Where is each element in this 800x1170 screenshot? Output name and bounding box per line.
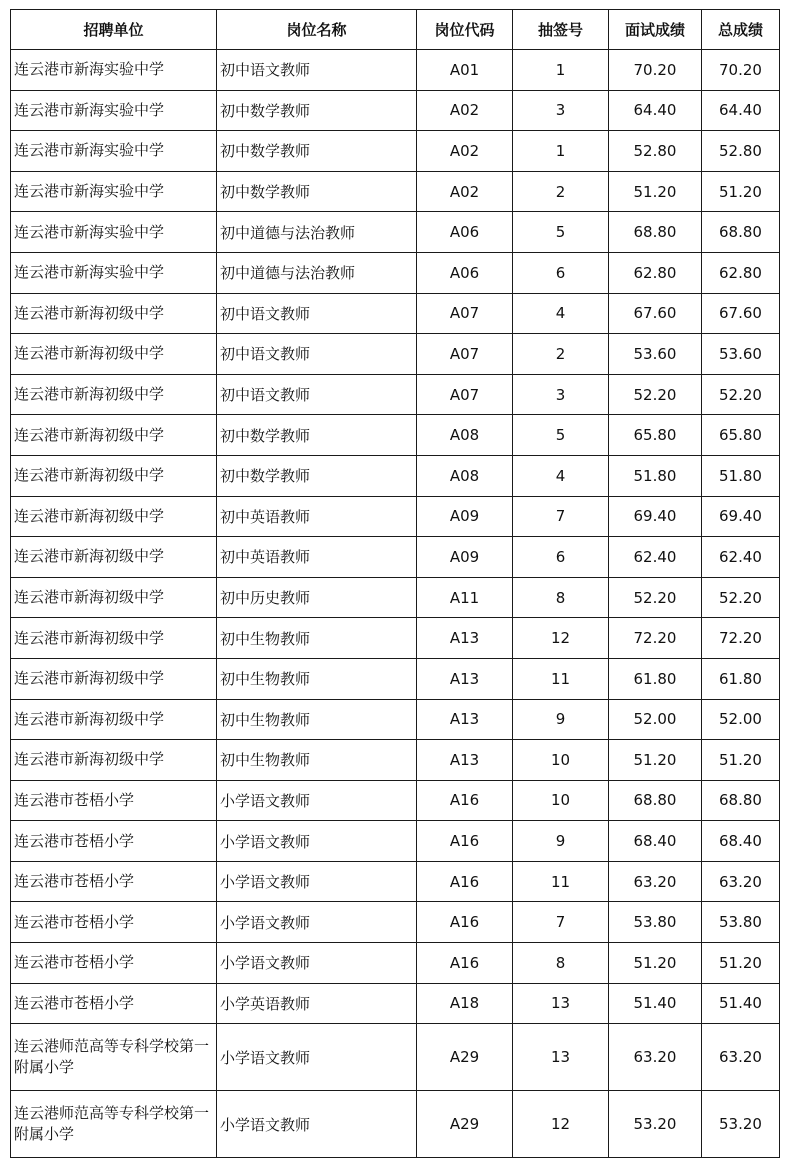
cell-draw-number: 2 xyxy=(513,171,609,212)
header-interview-score: 面试成绩 xyxy=(609,10,702,50)
table-row xyxy=(11,1024,780,1091)
cell-draw-number: 3 xyxy=(513,90,609,131)
cell-position-code: A02 xyxy=(417,171,513,212)
cell-total-score: 67.60 xyxy=(702,293,780,334)
cell-draw-number: 1 xyxy=(513,131,609,172)
cell-position-code: A16 xyxy=(417,861,513,902)
cell-draw-number: 6 xyxy=(513,537,609,578)
cell-position-name: 初中语文教师 xyxy=(217,50,417,91)
cell-draw-number: 13 xyxy=(513,1024,609,1091)
cell-total-score: 63.20 xyxy=(702,1024,780,1091)
cell-draw-number: 5 xyxy=(513,415,609,456)
cell-position-code: A07 xyxy=(417,293,513,334)
table-row xyxy=(11,943,780,984)
cell-draw-number: 4 xyxy=(513,293,609,334)
cell-recruiting-unit: 连云港师范高等专科学校第一附属小学 xyxy=(11,1024,217,1091)
table-row xyxy=(11,293,780,334)
cell-position-code: A09 xyxy=(417,537,513,578)
cell-draw-number: 12 xyxy=(513,1091,609,1158)
cell-recruiting-unit: 连云港市新海初级中学 xyxy=(11,455,217,496)
cell-draw-number: 12 xyxy=(513,618,609,659)
cell-total-score: 53.60 xyxy=(702,334,780,375)
table-row xyxy=(11,983,780,1024)
cell-total-score: 64.40 xyxy=(702,90,780,131)
cell-draw-number: 2 xyxy=(513,334,609,375)
cell-position-name: 初中道德与法治教师 xyxy=(217,252,417,293)
cell-draw-number: 1 xyxy=(513,50,609,91)
header-row xyxy=(11,10,780,50)
cell-position-name: 初中数学教师 xyxy=(217,131,417,172)
cell-interview-score: 64.40 xyxy=(609,90,702,131)
cell-recruiting-unit: 连云港市新海初级中学 xyxy=(11,618,217,659)
cell-interview-score: 52.80 xyxy=(609,131,702,172)
cell-interview-score: 53.60 xyxy=(609,334,702,375)
cell-position-code: A13 xyxy=(417,740,513,781)
cell-position-name: 初中道德与法治教师 xyxy=(217,212,417,253)
cell-interview-score: 51.20 xyxy=(609,171,702,212)
cell-recruiting-unit: 连云港市新海实验中学 xyxy=(11,252,217,293)
cell-recruiting-unit: 连云港市新海初级中学 xyxy=(11,658,217,699)
table-row xyxy=(11,131,780,172)
table-row xyxy=(11,90,780,131)
cell-recruiting-unit: 连云港市新海实验中学 xyxy=(11,50,217,91)
cell-position-name: 初中数学教师 xyxy=(217,171,417,212)
cell-interview-score: 62.80 xyxy=(609,252,702,293)
cell-position-name: 初中语文教师 xyxy=(217,334,417,375)
cell-recruiting-unit: 连云港市新海初级中学 xyxy=(11,496,217,537)
cell-interview-score: 72.20 xyxy=(609,618,702,659)
cell-position-code: A16 xyxy=(417,902,513,943)
cell-recruiting-unit: 连云港市苍梧小学 xyxy=(11,861,217,902)
cell-position-name: 小学语文教师 xyxy=(217,1091,417,1158)
header-draw-number: 抽签号 xyxy=(513,10,609,50)
table-row xyxy=(11,861,780,902)
table-row xyxy=(11,252,780,293)
cell-recruiting-unit: 连云港市苍梧小学 xyxy=(11,983,217,1024)
cell-position-name: 小学语文教师 xyxy=(217,861,417,902)
table-row xyxy=(11,658,780,699)
cell-recruiting-unit: 连云港市新海初级中学 xyxy=(11,334,217,375)
cell-interview-score: 53.20 xyxy=(609,1091,702,1158)
cell-recruiting-unit: 连云港市新海初级中学 xyxy=(11,374,217,415)
cell-position-code: A13 xyxy=(417,658,513,699)
cell-position-code: A16 xyxy=(417,943,513,984)
cell-interview-score: 63.20 xyxy=(609,1024,702,1091)
cell-draw-number: 8 xyxy=(513,943,609,984)
header-position-name: 岗位名称 xyxy=(217,10,417,50)
cell-draw-number: 7 xyxy=(513,496,609,537)
cell-position-code: A18 xyxy=(417,983,513,1024)
cell-position-code: A08 xyxy=(417,455,513,496)
cell-recruiting-unit: 连云港市新海初级中学 xyxy=(11,415,217,456)
cell-interview-score: 53.80 xyxy=(609,902,702,943)
header-position-code: 岗位代码 xyxy=(417,10,513,50)
cell-total-score: 51.20 xyxy=(702,943,780,984)
cell-position-code: A16 xyxy=(417,780,513,821)
cell-total-score: 52.20 xyxy=(702,374,780,415)
cell-position-code: A16 xyxy=(417,821,513,862)
cell-total-score: 68.80 xyxy=(702,780,780,821)
cell-position-code: A07 xyxy=(417,374,513,415)
cell-interview-score: 52.20 xyxy=(609,374,702,415)
cell-interview-score: 69.40 xyxy=(609,496,702,537)
cell-draw-number: 9 xyxy=(513,821,609,862)
cell-draw-number: 11 xyxy=(513,658,609,699)
table-row xyxy=(11,496,780,537)
cell-total-score: 53.20 xyxy=(702,1091,780,1158)
cell-draw-number: 4 xyxy=(513,455,609,496)
cell-recruiting-unit: 连云港市苍梧小学 xyxy=(11,902,217,943)
cell-position-code: A06 xyxy=(417,212,513,253)
cell-position-name: 小学语文教师 xyxy=(217,821,417,862)
cell-interview-score: 70.20 xyxy=(609,50,702,91)
cell-draw-number: 9 xyxy=(513,699,609,740)
cell-position-name: 初中数学教师 xyxy=(217,415,417,456)
cell-recruiting-unit: 连云港市新海初级中学 xyxy=(11,293,217,334)
cell-interview-score: 62.40 xyxy=(609,537,702,578)
cell-recruiting-unit: 连云港市新海初级中学 xyxy=(11,740,217,781)
cell-position-code: A01 xyxy=(417,50,513,91)
cell-total-score: 51.40 xyxy=(702,983,780,1024)
cell-position-code: A29 xyxy=(417,1024,513,1091)
table-row xyxy=(11,334,780,375)
cell-position-code: A02 xyxy=(417,90,513,131)
table-body xyxy=(11,50,780,1158)
cell-position-name: 初中生物教师 xyxy=(217,699,417,740)
header-recruiting-unit: 招聘单位 xyxy=(11,10,217,50)
cell-position-code: A06 xyxy=(417,252,513,293)
header-total-score: 总成绩 xyxy=(702,10,780,50)
cell-position-code: A07 xyxy=(417,334,513,375)
cell-interview-score: 51.20 xyxy=(609,740,702,781)
cell-draw-number: 10 xyxy=(513,780,609,821)
cell-interview-score: 65.80 xyxy=(609,415,702,456)
cell-total-score: 61.80 xyxy=(702,658,780,699)
cell-draw-number: 6 xyxy=(513,252,609,293)
table-row xyxy=(11,374,780,415)
table-row xyxy=(11,577,780,618)
cell-interview-score: 67.60 xyxy=(609,293,702,334)
cell-total-score: 62.40 xyxy=(702,537,780,578)
cell-position-code: A08 xyxy=(417,415,513,456)
cell-draw-number: 5 xyxy=(513,212,609,253)
cell-total-score: 65.80 xyxy=(702,415,780,456)
cell-interview-score: 51.20 xyxy=(609,943,702,984)
table-row xyxy=(11,50,780,91)
table-row xyxy=(11,415,780,456)
table-row xyxy=(11,780,780,821)
cell-position-code: A09 xyxy=(417,496,513,537)
table-row xyxy=(11,171,780,212)
cell-position-name: 初中生物教师 xyxy=(217,618,417,659)
cell-total-score: 72.20 xyxy=(702,618,780,659)
cell-draw-number: 10 xyxy=(513,740,609,781)
cell-total-score: 68.40 xyxy=(702,821,780,862)
cell-position-code: A11 xyxy=(417,577,513,618)
cell-total-score: 70.20 xyxy=(702,50,780,91)
cell-draw-number: 11 xyxy=(513,861,609,902)
cell-interview-score: 68.80 xyxy=(609,212,702,253)
cell-total-score: 52.80 xyxy=(702,131,780,172)
cell-interview-score: 51.40 xyxy=(609,983,702,1024)
cell-recruiting-unit: 连云港市新海初级中学 xyxy=(11,699,217,740)
cell-position-code: A13 xyxy=(417,618,513,659)
table-row xyxy=(11,455,780,496)
cell-recruiting-unit: 连云港师范高等专科学校第一附属小学 xyxy=(11,1091,217,1158)
cell-recruiting-unit: 连云港市新海初级中学 xyxy=(11,577,217,618)
cell-position-code: A13 xyxy=(417,699,513,740)
cell-total-score: 62.80 xyxy=(702,252,780,293)
table-row xyxy=(11,618,780,659)
cell-position-name: 初中英语教师 xyxy=(217,537,417,578)
cell-draw-number: 8 xyxy=(513,577,609,618)
cell-position-name: 初中语文教师 xyxy=(217,374,417,415)
cell-recruiting-unit: 连云港市新海实验中学 xyxy=(11,90,217,131)
cell-interview-score: 52.00 xyxy=(609,699,702,740)
table-row xyxy=(11,1091,780,1158)
cell-position-name: 小学语文教师 xyxy=(217,902,417,943)
cell-position-name: 小学语文教师 xyxy=(217,1024,417,1091)
cell-interview-score: 52.20 xyxy=(609,577,702,618)
cell-interview-score: 61.80 xyxy=(609,658,702,699)
cell-total-score: 53.80 xyxy=(702,902,780,943)
cell-position-name: 初中数学教师 xyxy=(217,90,417,131)
cell-position-name: 初中生物教师 xyxy=(217,658,417,699)
cell-position-name: 初中数学教师 xyxy=(217,455,417,496)
cell-draw-number: 13 xyxy=(513,983,609,1024)
cell-position-name: 小学英语教师 xyxy=(217,983,417,1024)
cell-total-score: 51.20 xyxy=(702,171,780,212)
cell-recruiting-unit: 连云港市新海实验中学 xyxy=(11,171,217,212)
cell-total-score: 51.80 xyxy=(702,455,780,496)
table-row xyxy=(11,740,780,781)
table-row xyxy=(11,212,780,253)
cell-position-name: 初中英语教师 xyxy=(217,496,417,537)
cell-total-score: 63.20 xyxy=(702,861,780,902)
cell-interview-score: 63.20 xyxy=(609,861,702,902)
cell-recruiting-unit: 连云港市苍梧小学 xyxy=(11,780,217,821)
cell-position-code: A02 xyxy=(417,131,513,172)
cell-position-name: 小学语文教师 xyxy=(217,780,417,821)
score-table xyxy=(10,9,780,1158)
cell-total-score: 52.00 xyxy=(702,699,780,740)
cell-interview-score: 68.40 xyxy=(609,821,702,862)
cell-draw-number: 3 xyxy=(513,374,609,415)
cell-draw-number: 7 xyxy=(513,902,609,943)
cell-total-score: 51.20 xyxy=(702,740,780,781)
cell-recruiting-unit: 连云港市新海实验中学 xyxy=(11,212,217,253)
table-row xyxy=(11,902,780,943)
cell-position-name: 小学语文教师 xyxy=(217,943,417,984)
table-row xyxy=(11,537,780,578)
cell-total-score: 68.80 xyxy=(702,212,780,253)
cell-recruiting-unit: 连云港市新海实验中学 xyxy=(11,131,217,172)
table-row xyxy=(11,821,780,862)
cell-position-name: 初中生物教师 xyxy=(217,740,417,781)
cell-total-score: 69.40 xyxy=(702,496,780,537)
cell-position-name: 初中历史教师 xyxy=(217,577,417,618)
cell-total-score: 52.20 xyxy=(702,577,780,618)
cell-recruiting-unit: 连云港市苍梧小学 xyxy=(11,821,217,862)
cell-position-code: A29 xyxy=(417,1091,513,1158)
table-row xyxy=(11,699,780,740)
cell-interview-score: 51.80 xyxy=(609,455,702,496)
cell-interview-score: 68.80 xyxy=(609,780,702,821)
cell-recruiting-unit: 连云港市苍梧小学 xyxy=(11,943,217,984)
cell-recruiting-unit: 连云港市新海初级中学 xyxy=(11,537,217,578)
cell-position-name: 初中语文教师 xyxy=(217,293,417,334)
